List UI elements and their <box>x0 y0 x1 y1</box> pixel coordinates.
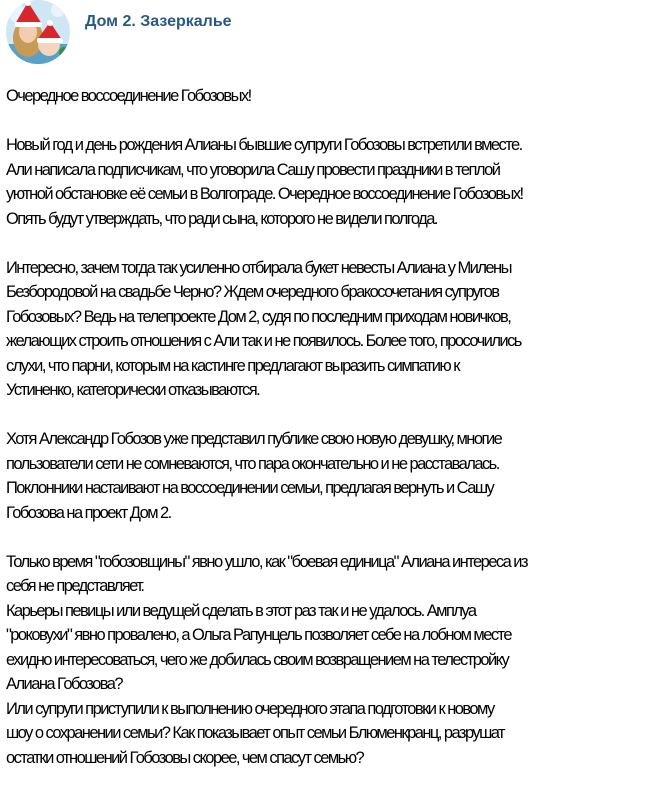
text-line: Устиненко, категорически отказываются. <box>6 381 260 399</box>
text-line: Поклонники настаивают на воссоединении семьи, предлагая вернуть и Сашу <box>6 479 494 497</box>
text-line: Интересно, зачем тогда так усиленно отбирала букет невесты Алиана у Милены <box>6 258 511 277</box>
text-line: Или супруги приступили к выполнению очередного этапа подготовки к новому <box>6 699 494 718</box>
text-line: шоу о сохранении семьи? Как показывает опыт семьи Блюменкранц, разрушат <box>6 724 505 742</box>
text-line: Только время "гобозовщины" явно ушло, как "боевая единица" Алиана интереса из <box>6 552 527 571</box>
text-line: Али написала подписчикам, что уговорила Сашу провести праздники в теплой <box>6 160 500 179</box>
paragraph <box>6 427 666 525</box>
text-line: уютной обстановке её семьи в Волгограде. Очередное воссоединение Гобозовых! <box>6 185 523 203</box>
post-header <box>6 0 646 70</box>
paragraph <box>6 256 666 403</box>
paragraph <box>6 133 666 231</box>
text-line: себя не представляет. <box>6 577 144 595</box>
text-line: Карьеры певицы или ведущей сделать в этот раз так и не удалось. Амплуа <box>6 601 476 620</box>
author-name-link[interactable]: Дом 2. Зазеркалье <box>85 13 232 30</box>
text-line: пользователи сети не сомневаются, что пара окончательно и не расставалась. <box>6 454 499 473</box>
paragraph <box>6 84 666 109</box>
avatar-image-icon <box>6 0 70 64</box>
text-line: остатки отношений Гобозовы скорее, чем спасут семью? <box>6 748 364 767</box>
text-line: ехидно интересоваться, чего же добилась своим возвращением на телестройку <box>6 650 509 669</box>
text-line: Безбородовой на свадьбе Черно? Ждем очередного бракосочетания супругов <box>6 283 499 301</box>
text-line: Хотя Александр Гобозов уже представил публике свою новую девушку, многие <box>6 430 502 448</box>
text-line: Опять будут утверждать, что ради сына, которого не видели полгода. <box>6 209 437 228</box>
text-line: Новый год и день рождения Алианы бывшие супруги Гобозовы встретили вместе. <box>6 136 522 154</box>
text-line: Гобозова на проект Дом 2. <box>6 503 171 522</box>
paragraph <box>6 550 666 771</box>
post-text <box>6 84 666 795</box>
text-line: Алиана Гобозова? <box>6 675 123 693</box>
text-line: слухи, что парни, которым на кастинге предлагают выразить симпатию к <box>6 356 459 375</box>
text-line: Очередное воссоединение Гобозовых! <box>6 87 251 105</box>
text-line: желающих строить отношения с Али так и не появилось. Более того, просочились <box>6 332 521 350</box>
text-line: Гобозовых? Ведь на телепроекте Дом 2, судя по последним приходам новичков, <box>6 307 511 326</box>
text-line: "роковухи" явно провалено, а Ольга Рапунцель позволяет себе на лобном месте <box>6 626 511 644</box>
avatar[interactable] <box>6 0 70 64</box>
